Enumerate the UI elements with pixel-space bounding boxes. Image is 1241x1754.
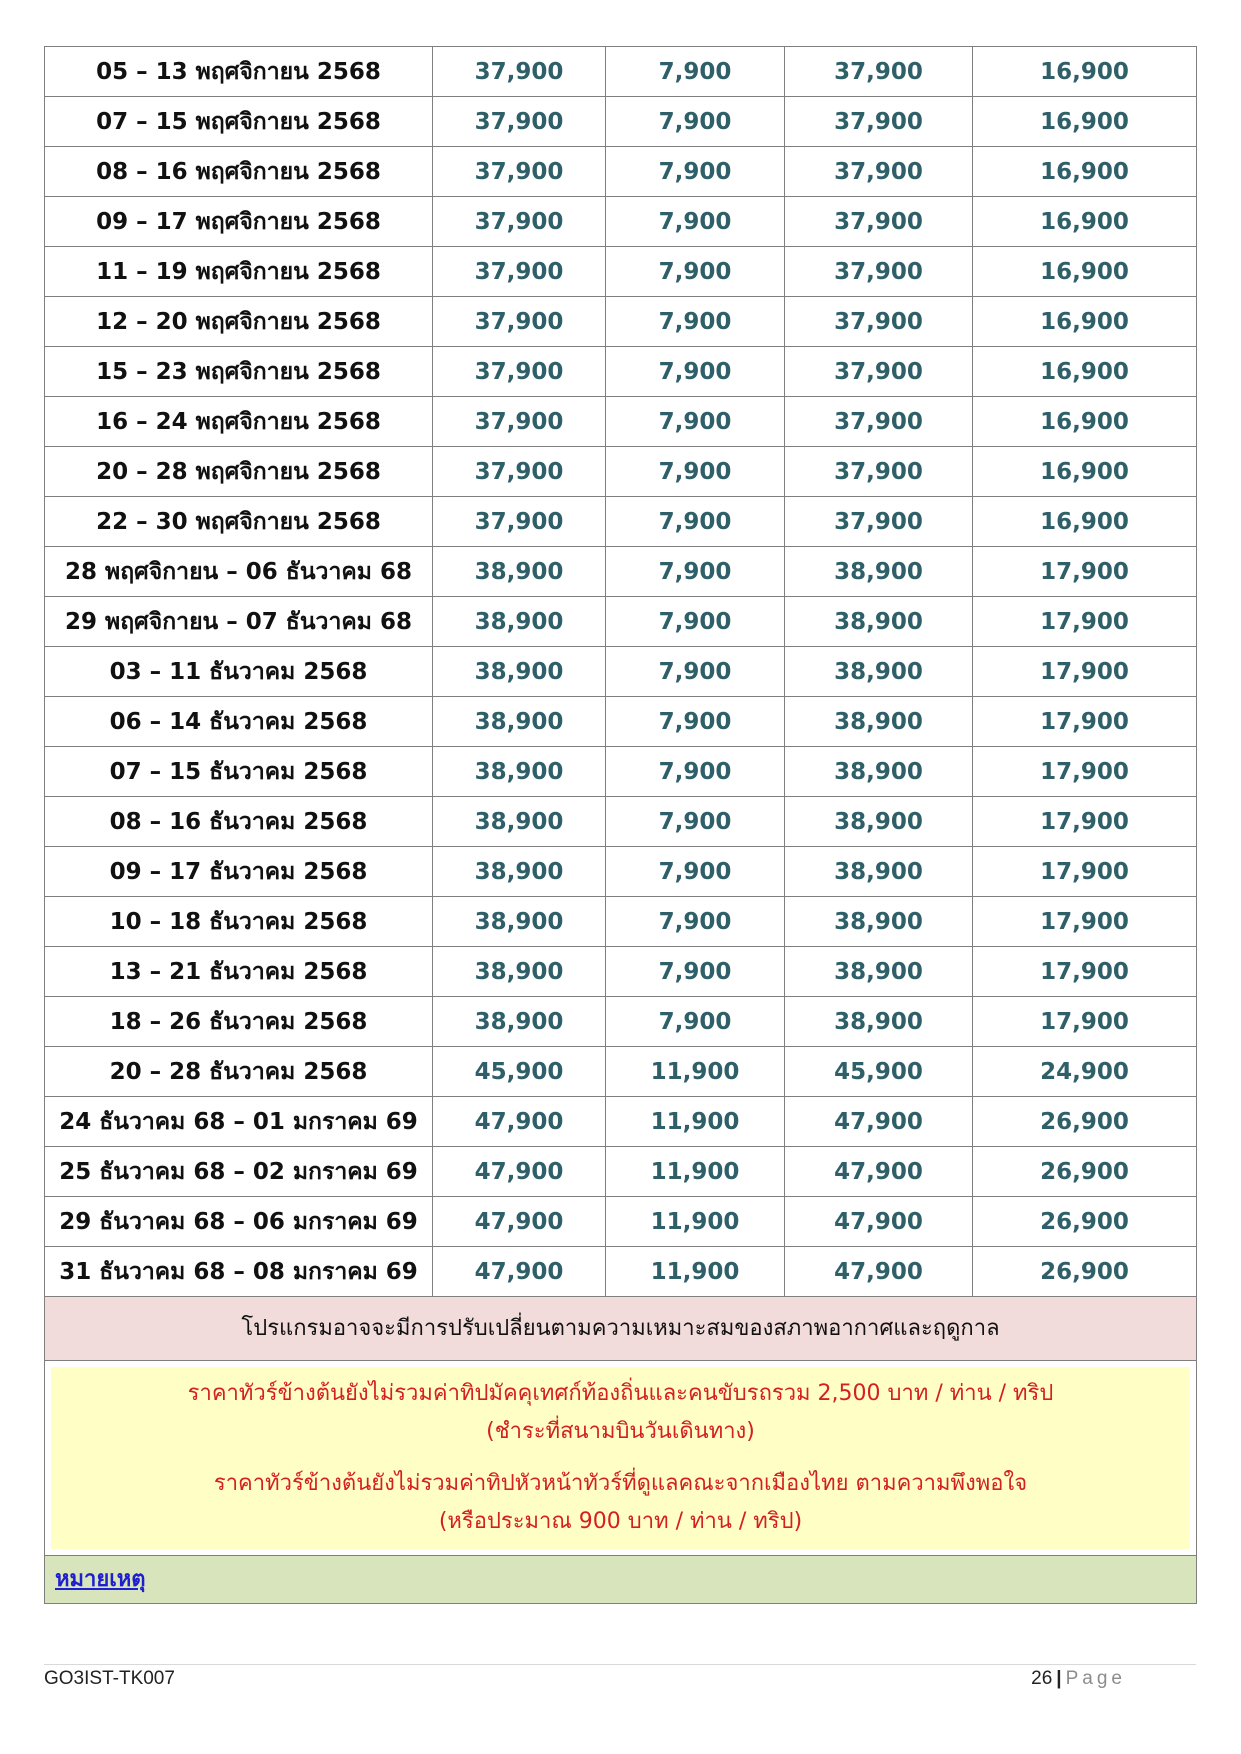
price-cell: 37,900 (433, 247, 606, 297)
price-cell: 16,900 (973, 147, 1197, 197)
table-row (45, 247, 1197, 297)
price-cell: 37,900 (785, 497, 973, 547)
price-cell: 26,900 (973, 1147, 1197, 1197)
price-cell: 37,900 (433, 147, 606, 197)
price-cell: 17,900 (973, 747, 1197, 797)
travel-date-cell: 09 – 17 ธันวาคม 2568 (45, 847, 433, 897)
price-cell: 38,900 (433, 547, 606, 597)
price-cell: 7,900 (606, 247, 785, 297)
price-cell: 7,900 (606, 397, 785, 447)
footer-divider (44, 1664, 1196, 1665)
price-cell: 17,900 (973, 597, 1197, 647)
table-row (45, 847, 1197, 897)
price-cell: 7,900 (606, 447, 785, 497)
tip-tour-leader-amount: (หรือประมาณ 900 บาท / ท่าน / ทริป) (438, 1509, 803, 1534)
table-row (45, 897, 1197, 947)
price-cell: 16,900 (973, 447, 1197, 497)
price-cell: 7,900 (606, 797, 785, 847)
price-cell: 26,900 (973, 1097, 1197, 1147)
price-cell: 7,900 (606, 597, 785, 647)
price-cell: 38,900 (785, 897, 973, 947)
table-row (45, 1047, 1197, 1097)
travel-date-cell: 08 – 16 ธันวาคม 2568 (45, 797, 433, 847)
price-cell: 17,900 (973, 897, 1197, 947)
price-cell: 7,900 (606, 97, 785, 147)
price-cell: 38,900 (785, 847, 973, 897)
price-cell: 7,900 (606, 997, 785, 1047)
price-table (44, 46, 1197, 1604)
price-cell: 47,900 (785, 1147, 973, 1197)
price-cell: 38,900 (785, 997, 973, 1047)
price-cell: 24,900 (973, 1047, 1197, 1097)
price-cell: 38,900 (433, 847, 606, 897)
price-cell: 38,900 (433, 597, 606, 647)
price-cell: 37,900 (433, 397, 606, 447)
travel-date-cell: 03 – 11 ธันวาคม 2568 (45, 647, 433, 697)
price-cell: 47,900 (433, 1097, 606, 1147)
table-row (45, 697, 1197, 747)
price-cell: 7,900 (606, 47, 785, 97)
price-cell: 38,900 (433, 947, 606, 997)
price-cell: 16,900 (973, 247, 1197, 297)
price-cell: 7,900 (606, 197, 785, 247)
price-cell: 38,900 (433, 997, 606, 1047)
price-cell: 37,900 (785, 397, 973, 447)
travel-date-cell: 24 ธันวาคม 68 – 01 มกราคม 69 (45, 1097, 433, 1147)
table-row (45, 1147, 1197, 1197)
price-cell: 17,900 (973, 697, 1197, 747)
price-cell: 7,900 (606, 847, 785, 897)
price-cell: 37,900 (785, 47, 973, 97)
price-cell: 37,900 (785, 447, 973, 497)
remark-row (45, 1556, 1197, 1604)
page-number: 26 (1031, 1668, 1053, 1689)
price-cell: 47,900 (433, 1197, 606, 1247)
travel-date-cell: 07 – 15 ธันวาคม 2568 (45, 747, 433, 797)
travel-date-cell: 09 – 17 พฤศจิกายน 2568 (45, 197, 433, 247)
price-cell: 17,900 (973, 847, 1197, 897)
travel-date-cell: 20 – 28 พฤศจิกายน 2568 (45, 447, 433, 497)
table-row (45, 997, 1197, 1047)
table-row (45, 647, 1197, 697)
price-cell: 47,900 (433, 1247, 606, 1297)
travel-date-cell: 05 – 13 พฤศจิกายน 2568 (45, 47, 433, 97)
price-cell: 37,900 (433, 347, 606, 397)
remark-link[interactable]: หมายเหตุ (55, 1567, 146, 1592)
travel-date-cell: 12 – 20 พฤศจิกายน 2568 (45, 297, 433, 347)
price-cell: 47,900 (785, 1097, 973, 1147)
table-row (45, 347, 1197, 397)
price-cell: 7,900 (606, 947, 785, 997)
price-cell: 11,900 (606, 1047, 785, 1097)
table-row (45, 947, 1197, 997)
price-cell: 7,900 (606, 147, 785, 197)
price-cell: 11,900 (606, 1097, 785, 1147)
price-cell: 37,900 (785, 97, 973, 147)
travel-date-cell: 29 พฤศจิกายน – 07 ธันวาคม 68 (45, 597, 433, 647)
table-row (45, 47, 1197, 97)
price-cell: 26,900 (973, 1247, 1197, 1297)
travel-date-cell: 06 – 14 ธันวาคม 2568 (45, 697, 433, 747)
price-cell: 26,900 (973, 1197, 1197, 1247)
price-cell: 38,900 (433, 747, 606, 797)
price-cell: 7,900 (606, 347, 785, 397)
price-cell: 47,900 (785, 1197, 973, 1247)
price-cell: 7,900 (606, 497, 785, 547)
price-cell: 47,900 (785, 1247, 973, 1297)
price-cell: 16,900 (973, 297, 1197, 347)
table-row (45, 547, 1197, 597)
remark-cell (45, 1556, 1197, 1604)
price-cell: 45,900 (433, 1047, 606, 1097)
price-cell: 7,900 (606, 897, 785, 947)
travel-date-cell: 13 – 21 ธันวาคม 2568 (45, 947, 433, 997)
table-row (45, 1197, 1197, 1247)
price-cell: 37,900 (433, 497, 606, 547)
price-cell: 37,900 (433, 47, 606, 97)
price-cell: 17,900 (973, 997, 1197, 1047)
travel-date-cell: 28 พฤศจิกายน – 06 ธันวาคม 68 (45, 547, 433, 597)
price-cell: 38,900 (433, 647, 606, 697)
price-cell: 38,900 (433, 697, 606, 747)
schedule-notice: โปรแกรมอาจจะมีการปรับเปลี่ยนตามความเหมาะสมของสภาพอากาศและฤดูกาล (45, 1297, 1197, 1361)
table-row (45, 1247, 1197, 1297)
footer-page-info (1031, 1668, 1126, 1690)
travel-date-cell: 10 – 18 ธันวาคม 2568 (45, 897, 433, 947)
price-cell: 7,900 (606, 297, 785, 347)
price-cell: 17,900 (973, 797, 1197, 847)
price-cell: 17,900 (973, 647, 1197, 697)
price-cell: 37,900 (785, 297, 973, 347)
price-cell: 7,900 (606, 697, 785, 747)
table-row (45, 497, 1197, 547)
price-cell: 37,900 (785, 347, 973, 397)
travel-date-cell: 07 – 15 พฤศจิกายน 2568 (45, 97, 433, 147)
price-cell: 11,900 (606, 1197, 785, 1247)
price-cell: 37,900 (785, 197, 973, 247)
tips-row (45, 1361, 1197, 1556)
table-row (45, 797, 1197, 847)
price-cell: 38,900 (785, 697, 973, 747)
price-cell: 16,900 (973, 497, 1197, 547)
travel-date-cell: 20 – 28 ธันวาคม 2568 (45, 1047, 433, 1097)
price-cell: 11,900 (606, 1247, 785, 1297)
table-row (45, 747, 1197, 797)
price-cell: 47,900 (433, 1147, 606, 1197)
price-cell: 11,900 (606, 1147, 785, 1197)
price-cell: 38,900 (785, 597, 973, 647)
travel-date-cell: 16 – 24 พฤศจิกายน 2568 (45, 397, 433, 447)
price-cell: 37,900 (433, 447, 606, 497)
price-cell: 37,900 (433, 197, 606, 247)
price-cell: 16,900 (973, 347, 1197, 397)
table-row (45, 597, 1197, 647)
travel-date-cell: 25 ธันวาคม 68 – 02 มกราคม 69 (45, 1147, 433, 1197)
price-cell: 38,900 (785, 797, 973, 847)
page-separator: | (1056, 1668, 1062, 1689)
tips-cell (45, 1361, 1197, 1556)
travel-date-cell: 11 – 19 พฤศจิกายน 2568 (45, 247, 433, 297)
price-cell: 7,900 (606, 647, 785, 697)
price-cell: 37,900 (433, 97, 606, 147)
travel-date-cell: 22 – 30 พฤศจิกายน 2568 (45, 497, 433, 547)
price-cell: 38,900 (785, 647, 973, 697)
tips-box (51, 1367, 1190, 1549)
price-cell: 37,900 (785, 247, 973, 297)
tip-tour-leader: ราคาทัวร์ข้างต้นยังไม่รวมค่าทิปหัวหน้าทัวร์ที่ดูแลคณะจากเมืองไทย ตามความพึงพอใจ (213, 1471, 1028, 1496)
price-cell: 37,900 (785, 147, 973, 197)
price-cell: 17,900 (973, 547, 1197, 597)
table-row (45, 147, 1197, 197)
table-row (45, 1097, 1197, 1147)
table-row (45, 197, 1197, 247)
price-cell: 38,900 (785, 747, 973, 797)
price-table-body (45, 47, 1197, 1297)
price-cell: 38,900 (785, 547, 973, 597)
price-cell: 45,900 (785, 1047, 973, 1097)
table-row (45, 97, 1197, 147)
page-label: Page (1065, 1668, 1126, 1689)
travel-date-cell: 08 – 16 พฤศจิกายน 2568 (45, 147, 433, 197)
price-cell: 16,900 (973, 197, 1197, 247)
notice-row (45, 1297, 1197, 1361)
price-cell: 17,900 (973, 947, 1197, 997)
footer-doc-code: GO3IST-TK007 (44, 1668, 175, 1689)
table-row (45, 297, 1197, 347)
travel-date-cell: 29 ธันวาคม 68 – 06 มกราคม 69 (45, 1197, 433, 1247)
price-cell: 16,900 (973, 397, 1197, 447)
travel-date-cell: 18 – 26 ธันวาคม 2568 (45, 997, 433, 1047)
table-row (45, 397, 1197, 447)
price-cell: 16,900 (973, 47, 1197, 97)
document-page (44, 46, 1196, 1604)
price-cell: 38,900 (785, 947, 973, 997)
travel-date-cell: 31 ธันวาคม 68 – 08 มกราคม 69 (45, 1247, 433, 1297)
price-cell: 37,900 (433, 297, 606, 347)
price-cell: 7,900 (606, 747, 785, 797)
price-cell: 7,900 (606, 547, 785, 597)
price-cell: 38,900 (433, 797, 606, 847)
price-cell: 38,900 (433, 897, 606, 947)
travel-date-cell: 15 – 23 พฤศจิกายน 2568 (45, 347, 433, 397)
tip-guide-driver: ราคาทัวร์ข้างต้นยังไม่รวมค่าทิปมัคคุเทศก์ท้องถิ่นและคนขับรถรวม 2,500 บาท / ท่าน / ทริป (187, 1381, 1054, 1406)
price-cell: 16,900 (973, 97, 1197, 147)
tip-guide-driver-payment: (ชำระที่สนามบินวันเดินทาง) (486, 1419, 755, 1444)
table-row (45, 447, 1197, 497)
